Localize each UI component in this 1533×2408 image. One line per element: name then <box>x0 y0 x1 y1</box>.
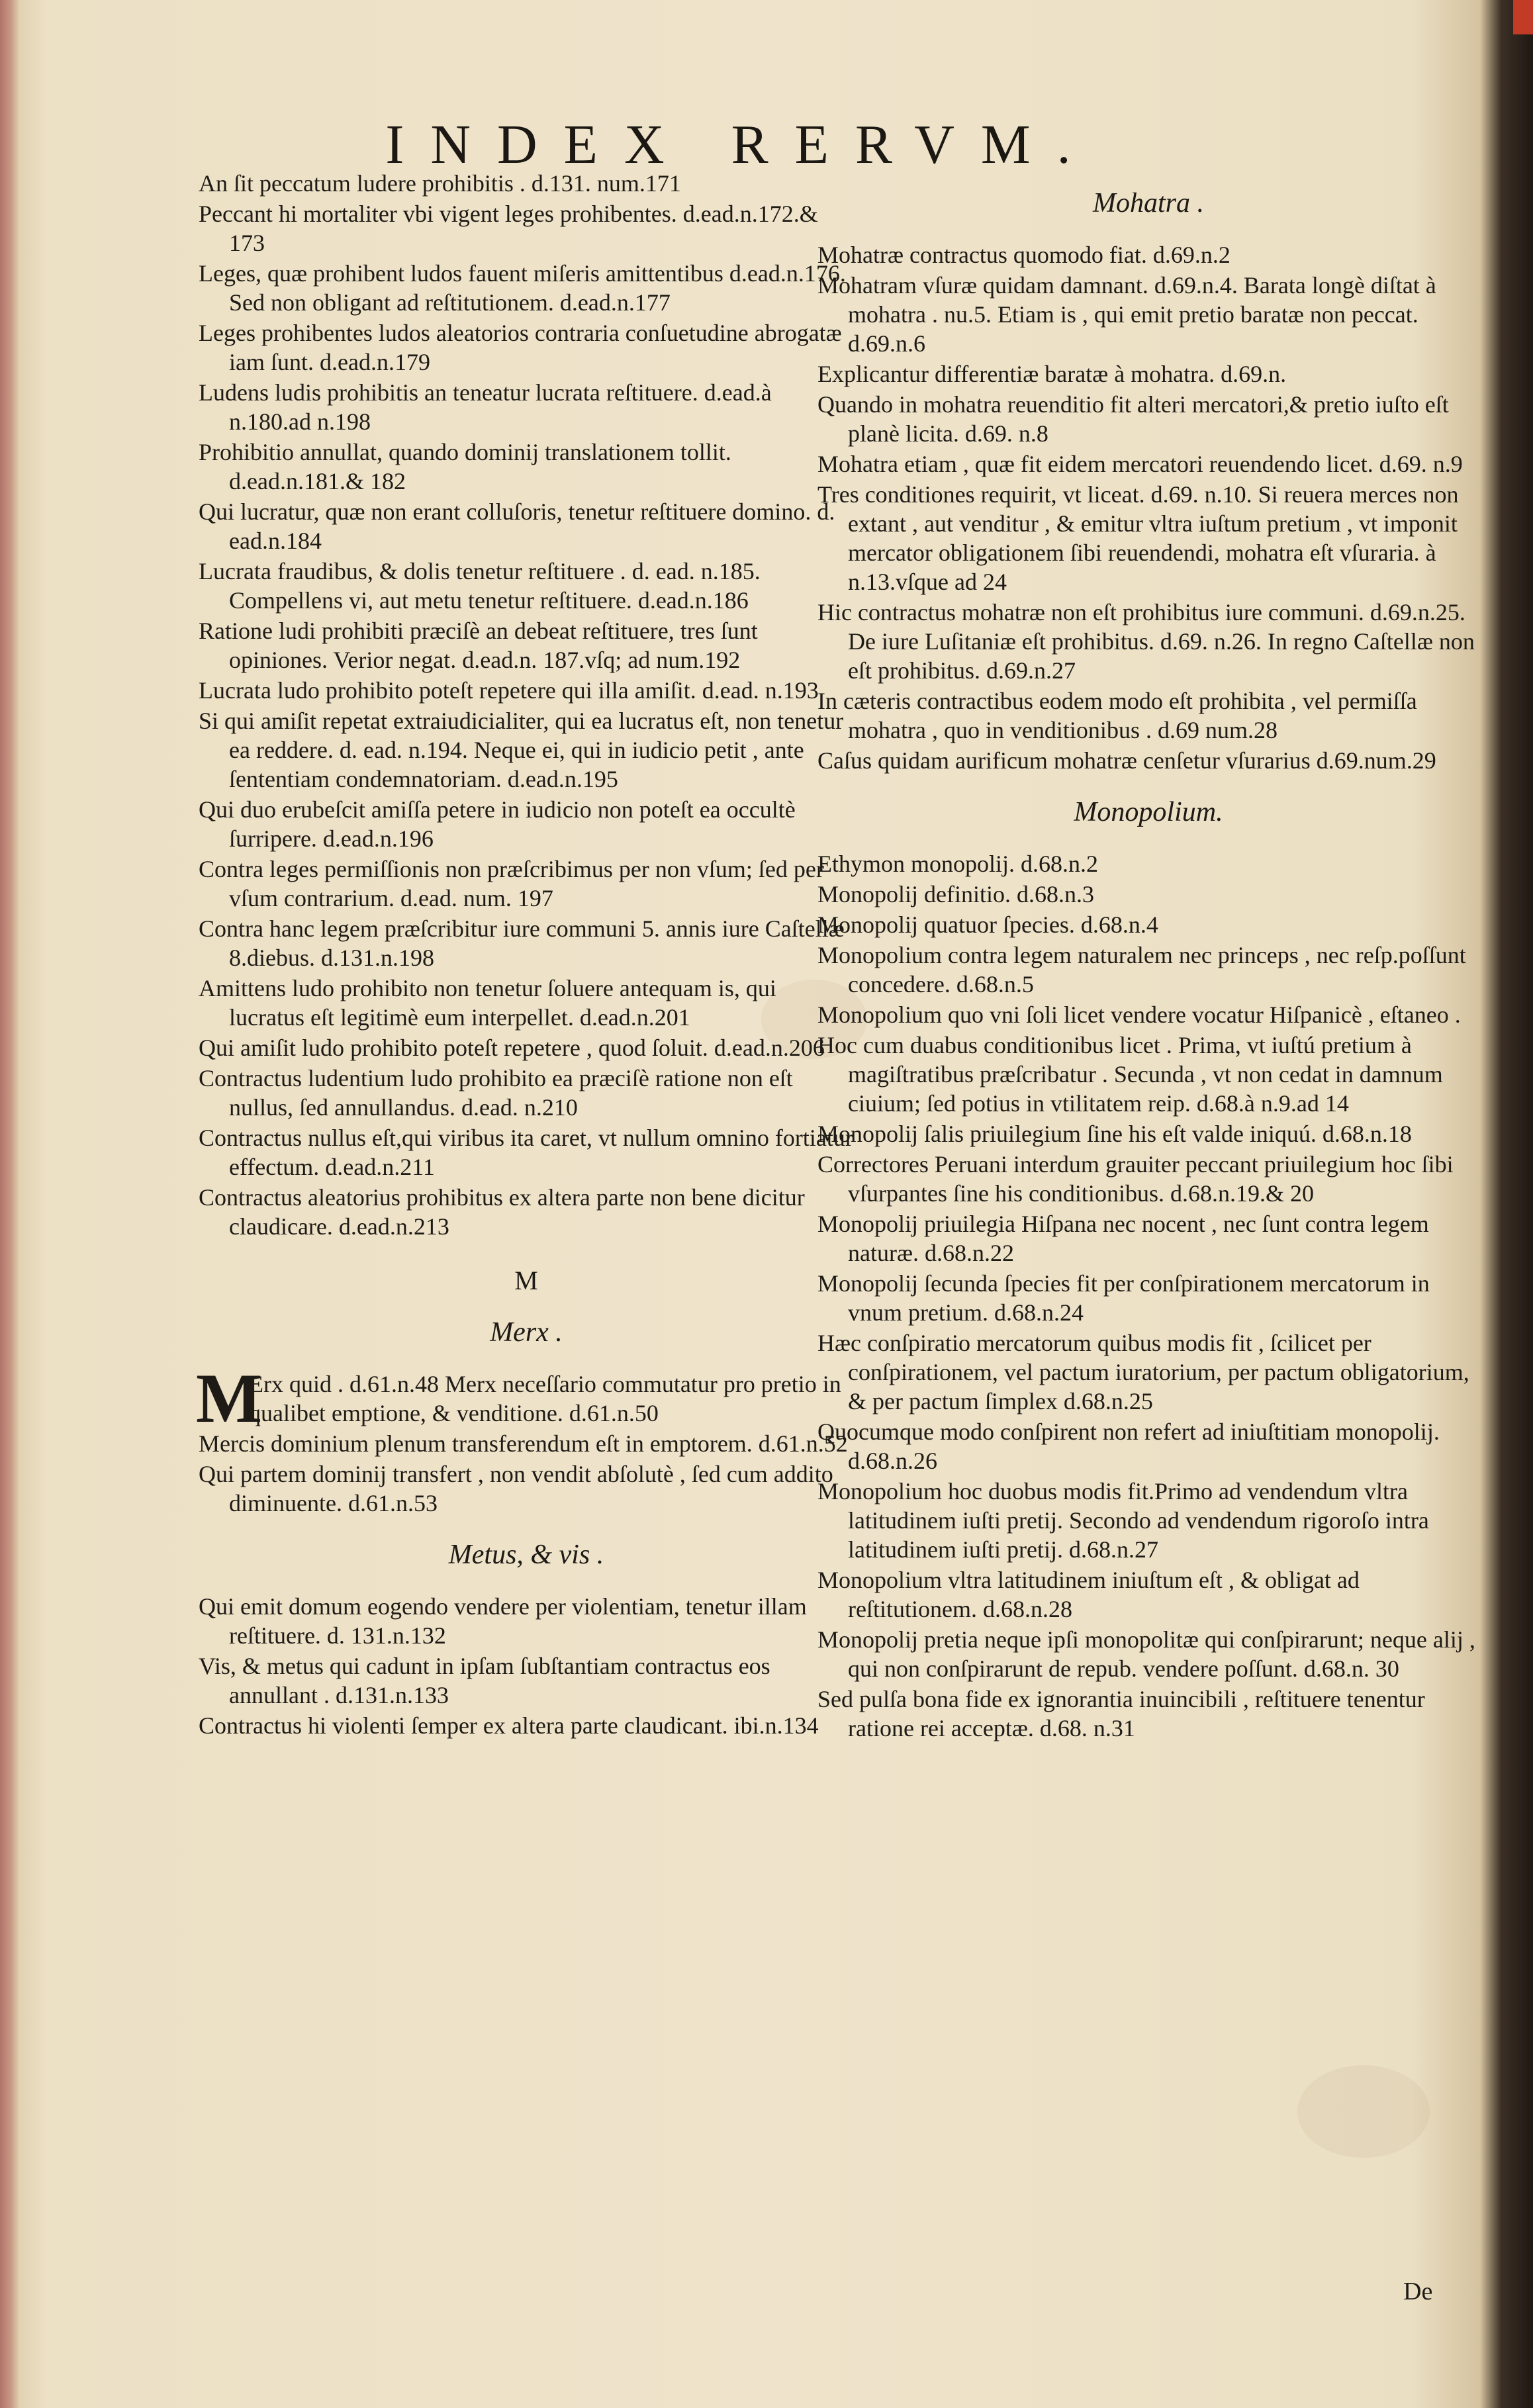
index-entry: Monopolium quo vni ſoli licet vendere vocatur Hiſpanicè , eſtaneo . <box>817 1001 1461 1028</box>
bookmark-tab <box>1513 0 1533 34</box>
index-entry: Qui amiſit ludo prohibito poteſt repetere , quod ſoluit. d.ead.n.206 <box>199 1035 825 1061</box>
index-entry: Contra leges permiſſionis non præſcribimus per non vſum; ſed per vſum contrarium. d.ead. num. 197 <box>199 856 824 911</box>
index-entry: Contra hanc legem præſcribitur iure communi 5. annis iure Caſtellæ 8.diebus. d.131.n.198 <box>199 915 845 971</box>
index-entry: Qui partem dominij transfert , non vendit abſolutè , ſed cum addito diminuente. d.61.n.53 <box>199 1461 833 1516</box>
index-entry: Mohatram vſuræ quidam damnant. d.69.n.4. Barata longè diſtat à mohatra . nu.5. Etiam is , qui emit pretio baratæ non peccat. d.69.n.6 <box>817 272 1436 357</box>
drop-cap: M <box>196 1360 263 1437</box>
index-entry: Mohatræ contractus quomodo fiat. d.69.n.2 <box>817 242 1231 268</box>
index-entry: Qui emit domum eogendo vendere per violentiam, tenetur illam reſtituere. d. 131.n.132 <box>199 1593 807 1649</box>
index-entry: Sed pulſa bona fide ex ignorantia inuincibili , reſtituere tenentur ratione rei acceptæ. d.68. n.31 <box>817 1686 1425 1741</box>
index-entry: Quocumque modo conſpirent non refert ad iniuſtitiam monopolij. d.68.n.26 <box>817 1418 1440 1474</box>
index-entry: In cæteris contractibus eodem modo eſt prohibita , vel permiſſa mohatra , quo in venditionibus . d.69 num.28 <box>817 688 1417 743</box>
index-entry: Explicantur differentiæ baratæ à mohatra. d.69.n. <box>817 361 1287 387</box>
index-entry: Contractus aleatorius prohibitus ex altera parte non bene dicitur claudicare. d.ead.n.213 <box>199 1184 805 1240</box>
index-entry: Mercis dominium plenum transferendum eſt in emptorem. d.61.n.52 <box>199 1430 848 1457</box>
index-entry: Monopolium hoc duobus modis fit.Primo ad vendendum vltra latitudinem iuſti pretij. Secondo ad vendendum rigoroſo intra latitudinem iuſti pretij. d.68.n.27 <box>817 1478 1429 1563</box>
index-entry: Caſus quidam aurificum mohatræ cenſetur vſurarius d.69.num.29 <box>817 747 1436 774</box>
index-entry <box>196 1360 854 1437</box>
section-heading: Monopolium. <box>1074 797 1223 827</box>
index-entry: An ſit peccatum ludere prohibitis . d.131. num.171 <box>199 170 681 197</box>
index-entry: Correctores Peruani interdum grauiter peccant priuilegium hoc ſibi vſurpantes ſine his conditionibus. d.68.n.19.& 20 <box>817 1151 1454 1207</box>
index-entry: Ludens ludis prohibitis an teneatur lucrata reſtituere. d.ead.à n.180.ad n.198 <box>199 379 772 435</box>
index-entry: Amittens ludo prohibito non tenetur ſoluere antequam is, qui lucratus eſt legitimè eum interpellet. d.ead.n.201 <box>199 975 776 1031</box>
index-entry: Peccant hi mortaliter vbi vigent leges prohibentes. d.ead.n.172.& 173 <box>199 201 818 256</box>
index-entry: Ethymon monopolij. d.68.n.2 <box>817 851 1099 877</box>
index-entry: Leges, quæ prohibent ludos fauent miſeris amittentibus d.ead.n.176. Sed non obligant ad reſtitutionem. d.ead.n.177 <box>199 260 846 316</box>
index-entry: Monopolij ſecunda ſpecies fit per conſpirationem mercatorum in vnum pretium. d.68.n.24 <box>817 1270 1430 1326</box>
section-heading: Metus, & vis . <box>448 1540 604 1570</box>
index-entry: Prohibitio annullat, quando dominij translationem tollit. d.ead.n.181.& 182 <box>199 439 731 494</box>
catchword: De <box>1403 2278 1433 2305</box>
index-entry: Hoc cum duabus conditionibus licet . Prima, vt iuſtú pretium à magiſtratibus præſcribatur . Secunda , vt non cedat in damnum ciuium; ſed potius in vtilitatem reip. d.68.à n.9.ad 14 <box>817 1032 1443 1117</box>
index-entry: Si qui amiſit repetat extraiudicialiter, qui ea lucratus eſt, non tenetur ea reddere. d. ead. n.194. Neque ei, qui in iudicio petit , ante ſententiam condemnatoriam. d.ead.n.195 <box>199 708 844 792</box>
index-entry-text: Erx quid . d.61.n.48 Merx neceſſario commutatur pro pretio in qualibet emptione, & venditione. d.61.n.50 <box>249 1371 841 1426</box>
page-left-edge <box>0 0 19 2408</box>
index-entry: Monopolij pretia neque ipſi monopolitæ qui conſpirarunt; neque alij , qui non conſpirarunt de repub. vendere poſſunt. d.68.n. 30 <box>817 1626 1475 1682</box>
index-entry: Hic contractus mohatræ non eſt prohibitus iure communi. d.69.n.25. De iure Luſitaniæ eſt prohibitus. d.69. n.26. In regno Caſtellæ non eſt prohibitus. d.69.n.27 <box>817 599 1475 684</box>
index-entry: Contractus ludentium ludo prohibito ea præciſè ratione non eſt nullus, ſed annullandus. d.ead. n.210 <box>199 1065 793 1121</box>
index-entry: Hæc conſpiratio mercatorum quibus modis fit , ſcilicet per conſpirationem, vel pactum iuratorium, per pactum obligatorium, & per pactum ſimplex d.68.n.25 <box>817 1330 1469 1414</box>
index-entry: Quando in mohatra reuenditio fit alteri mercatori,& pretio iuſto eſt planè licita. d.69. n.8 <box>817 391 1449 447</box>
page-right-edge <box>1480 0 1533 2408</box>
page-title: INDEX RERVM. <box>385 114 1097 175</box>
index-entry: Contractus hi violenti ſemper ex altera parte claudicant. ibi.n.134 <box>199 1712 819 1739</box>
index-entry: Ratione ludi prohibiti præciſè an debeat reſtituere, tres ſunt opiniones. Verior negat. d.ead.n. 187.vſq; ad num.192 <box>199 618 758 673</box>
index-entry: Monopolium contra legem naturalem nec princeps , nec reſp.poſſunt concedere. d.68.n.5 <box>817 942 1466 997</box>
index-entry: Monopolij priuilegia Hiſpana nec nocent , nec ſunt contra legem naturæ. d.68.n.22 <box>817 1211 1429 1266</box>
index-entry: Monopolij quatuor ſpecies. d.68.n.4 <box>817 911 1158 938</box>
section-heading: Mohatra . <box>1093 188 1204 218</box>
section-letter: M <box>514 1266 538 1295</box>
paper-stain <box>1297 2065 1430 2158</box>
index-entry: Lucrata ludo prohibito poteſt repetere qui illa amiſit. d.ead. n.193 <box>199 677 819 704</box>
index-entry: Monopolij ſalis priuilegium ſine his eſt valde iniquú. d.68.n.18 <box>817 1121 1412 1147</box>
index-entry: Contractus nullus eſt,qui viribus ita caret, vt nullum omnino fortiatur effectum. d.ead.n.211 <box>199 1125 853 1180</box>
index-entry: Vis, & metus qui cadunt in ipſam ſubſtantiam contractus eos annullant . d.131.n.133 <box>199 1653 770 1708</box>
index-entry: Qui duo erubeſcit amiſſa petere in iudicio non poteſt ea occultè ſurripere. d.ead.n.196 <box>199 796 796 852</box>
right-column <box>817 169 1479 1744</box>
index-entry: Leges prohibentes ludos aleatorios contraria conſuetudine abrogatæ iam ſunt. d.ead.n.179 <box>199 320 842 375</box>
index-entry: Monopolium vltra latitudinem iniuſtum eſt , & obligat ad reſtitutionem. d.68.n.28 <box>817 1567 1360 1622</box>
index-entry: Lucrata fraudibus, & dolis tenetur reſtituere . d. ead. n.185. Compellens vi, aut metu tenetur reſtituere. d.ead.n.186 <box>199 558 761 614</box>
index-entry: Mohatra etiam , quæ fit eidem mercatori reuendendo licet. d.69. n.9 <box>817 451 1463 477</box>
index-entry: Tres conditiones requirit, vt liceat. d.69. n.10. Si reuera merces non extant , aut venditur , & emitur vltra iuſtum pretium , vt imponit mercator obligationem ſibi reuendendi, mohatra eſt vſuraria. à n.13.vſque ad 24 <box>817 481 1459 595</box>
index-entry: Qui lucratur, quæ non erant colluſoris, tenetur reſtituere domino. d. ead.n.184 <box>199 498 835 554</box>
index-entry: Monopolij definitio. d.68.n.3 <box>817 881 1094 907</box>
left-column <box>196 169 854 1741</box>
section-heading: Merx . <box>490 1317 563 1348</box>
